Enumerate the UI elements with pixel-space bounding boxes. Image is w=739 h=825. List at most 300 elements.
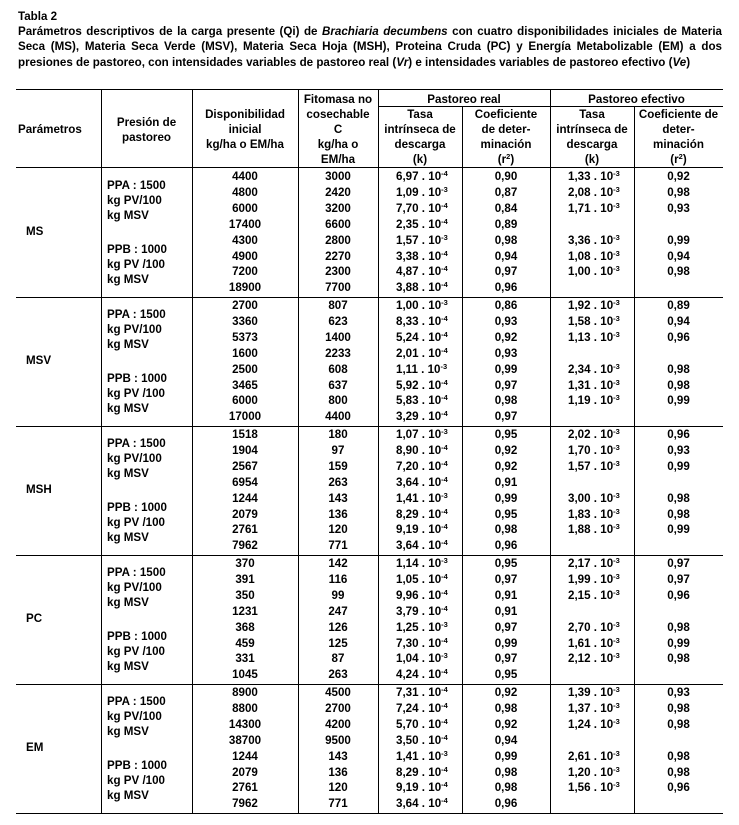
cell-k-real: 9,19 . $10^{-4}$ bbox=[396, 522, 448, 537]
cell-r2-real: 0,92 bbox=[494, 459, 518, 473]
cell-k-efectivo: 1,39 . $10^{-3}$ bbox=[568, 685, 620, 699]
cell-r2-efectivo: 0,98 bbox=[667, 507, 690, 521]
cell-k-real-exponent: -4 bbox=[441, 377, 448, 387]
cell-disponibilidad: 7200 bbox=[232, 265, 258, 279]
cell-k-efectivo-exponent: -3 bbox=[613, 556, 620, 565]
cell-r2-real: 0,92 bbox=[494, 443, 518, 457]
cell-r2-efectivo: 0,96 bbox=[667, 588, 690, 602]
cell-fitomasa: 87 bbox=[331, 652, 345, 666]
cell-disponibilidad: 4800 bbox=[232, 185, 258, 199]
header-disponibilidad-line: Disponibilidad bbox=[205, 108, 285, 121]
pressure-label-line: PPB : 1000 bbox=[107, 759, 167, 772]
cell-k-efectivo: 2,15 . $10^{-3}$ bbox=[568, 587, 620, 602]
header-tasa-efectivo-line: descarga bbox=[566, 138, 618, 151]
cell-k-real-exponent: -4 bbox=[441, 506, 448, 516]
cell-k-efectivo-exponent: -3 bbox=[613, 184, 620, 194]
cell-r2-efectivo: 0,93 bbox=[667, 201, 690, 215]
cell-r2-real: 0,86 bbox=[494, 299, 518, 312]
header-fitomasa-line: cosechable bbox=[306, 108, 370, 121]
cell-k-efectivo-mantissa: 2,08 bbox=[568, 185, 591, 199]
cell-k-efectivo-mantissa: 1,58 bbox=[568, 314, 591, 328]
cell-k-real-mantissa: 7,31 bbox=[396, 686, 419, 699]
cell-k-efectivo: 1,24 . $10^{-3}$ bbox=[568, 716, 620, 731]
cell-fitomasa: 771 bbox=[328, 539, 348, 553]
cell-fitomasa: 1400 bbox=[325, 330, 351, 344]
header-tasa-real-line: (k) bbox=[412, 153, 428, 166]
cell-r2-efectivo: 0,98 bbox=[667, 652, 690, 666]
cell-r2-efectivo: 0,98 bbox=[667, 717, 690, 731]
cell-k-real: 1,09 . $10^{-3}$ bbox=[396, 184, 448, 199]
cell-fitomasa: 771 bbox=[328, 797, 348, 811]
cell-k-efectivo-mantissa: 2,12 bbox=[568, 652, 591, 666]
cell-k-efectivo-exponent: -3 bbox=[613, 458, 620, 468]
cell-k-real-mantissa: 7,30 bbox=[396, 636, 419, 650]
cell-k-efectivo-mantissa: 1,56 bbox=[568, 781, 591, 795]
cell-k-real-exponent: -3 bbox=[441, 232, 448, 242]
cell-k-real-exponent: -4 bbox=[441, 458, 448, 468]
cell-k-real-mantissa: 1,00 bbox=[396, 299, 419, 312]
cell-r2-real: 0,91 bbox=[494, 588, 518, 602]
header-parametros: Parámetros bbox=[18, 123, 82, 136]
cell-k-real: 1,57 . $10^{-3}$ bbox=[396, 232, 448, 247]
cell-k-efectivo-mantissa: 2,15 bbox=[568, 588, 591, 602]
cell-fitomasa: 143 bbox=[328, 491, 348, 505]
header-pastoreo-efectivo: Pastoreo efectivo bbox=[588, 93, 685, 106]
cell-k-efectivo: 1,33 . $10^{-3}$ bbox=[568, 169, 620, 183]
cell-k-real: 4,87 . $10^{-4}$ bbox=[396, 264, 448, 279]
cell-disponibilidad: 17400 bbox=[228, 217, 262, 231]
pressure-label-line: PPA : 1500 bbox=[107, 566, 166, 579]
cell-k-efectivo-mantissa: 1,13 bbox=[568, 330, 591, 344]
cell-k-real-mantissa: 1,41 bbox=[396, 749, 419, 763]
cell-disponibilidad: 4400 bbox=[232, 170, 258, 183]
caption-part: Parámetros descriptivos de la carga presente (Qi) de bbox=[18, 25, 322, 39]
caption-part: ) bbox=[686, 55, 691, 69]
cell-disponibilidad: 3360 bbox=[232, 314, 258, 328]
cell-k-real-exponent: -4 bbox=[441, 764, 448, 774]
cell-r2-real: 0,99 bbox=[494, 491, 518, 505]
cell-k-efectivo: 1,31 . $10^{-3}$ bbox=[568, 377, 620, 392]
pressure-label-line: PPB : 1000 bbox=[107, 243, 167, 256]
cell-disponibilidad: 2761 bbox=[232, 523, 258, 537]
cell-k-real-mantissa: 9,19 bbox=[396, 781, 419, 795]
cell-r2-real: 0,92 bbox=[494, 330, 518, 344]
cell-disponibilidad: 6000 bbox=[232, 394, 258, 408]
cell-disponibilidad: 3465 bbox=[232, 378, 258, 392]
cell-k-real-exponent: -4 bbox=[441, 393, 448, 403]
cell-r2-real: 0,94 bbox=[494, 249, 518, 263]
header-fitomasa-line: kg/ha o bbox=[317, 138, 359, 151]
cell-disponibilidad: 8800 bbox=[232, 701, 258, 715]
cell-k-real: 8,29 . $10^{-4}$ bbox=[396, 506, 448, 521]
cell-k-real: 2,35 . $10^{-4}$ bbox=[396, 216, 448, 231]
cell-disponibilidad: 1904 bbox=[232, 443, 258, 457]
header-coef-efectivo bbox=[634, 107, 723, 167]
cell-r2-real: 0,97 bbox=[494, 410, 518, 424]
cell-k-efectivo: 1,13 . $10^{-3}$ bbox=[568, 329, 620, 344]
pressure-label-line: kg MSV bbox=[107, 660, 149, 673]
cell-fitomasa: 637 bbox=[328, 378, 348, 392]
cell-disponibilidad: 350 bbox=[235, 588, 255, 602]
pressure-label bbox=[107, 371, 191, 416]
cell-k-efectivo: 1,70 . $10^{-3}$ bbox=[568, 442, 620, 457]
header-presion-line: pastoreo bbox=[122, 131, 171, 144]
cell-r2-real: 0,91 bbox=[494, 475, 518, 489]
cell-k-real-mantissa: 7,70 bbox=[396, 201, 419, 215]
cell-r2-real: 0,93 bbox=[494, 314, 518, 328]
cell-k-real-exponent: -4 bbox=[441, 329, 448, 339]
pressure-label-line: PPB : 1000 bbox=[107, 501, 167, 514]
cell-k-efectivo: 1,92 . $10^{-3}$ bbox=[568, 298, 620, 312]
cell-k-real-mantissa: 9,96 bbox=[396, 588, 419, 602]
cell-k-real-mantissa: 5,70 bbox=[396, 717, 419, 731]
cell-k-real-exponent: -4 bbox=[441, 409, 448, 419]
cell-fitomasa: 3200 bbox=[325, 201, 351, 215]
header-tasa-efectivo-line: intrínseca de bbox=[556, 123, 628, 136]
cell-k-real: 8,33 . $10^{-4}$ bbox=[396, 313, 448, 328]
cell-k-real-exponent: -3 bbox=[441, 184, 448, 194]
cell-disponibilidad: 1600 bbox=[232, 346, 258, 360]
cell-fitomasa: 807 bbox=[328, 299, 348, 312]
cell-disponibilidad: 17000 bbox=[228, 410, 262, 424]
cell-k-real-exponent: -4 bbox=[441, 635, 448, 645]
pressure-label-line: kg PV/100 bbox=[107, 323, 162, 336]
cell-k-real-mantissa: 3,79 bbox=[396, 604, 419, 618]
cell-disponibilidad: 1231 bbox=[232, 604, 258, 618]
cell-k-real: 8,29 . $10^{-4}$ bbox=[396, 764, 448, 779]
header-tasa-real-line: Tasa bbox=[407, 108, 433, 121]
pressure-label-line: kg MSV bbox=[107, 273, 149, 286]
cell-disponibilidad: 459 bbox=[235, 636, 255, 650]
group-param: PC bbox=[26, 612, 43, 625]
cell-k-efectivo-mantissa: 1,92 bbox=[568, 299, 591, 312]
pressure-label-line: kg PV/100 bbox=[107, 581, 162, 594]
header-coef-efectivo-line: $(r^2)$ bbox=[670, 152, 687, 166]
cell-k-real: 1,05 . $10^{-4}$ bbox=[396, 571, 448, 586]
cell-fitomasa: 2800 bbox=[325, 233, 351, 247]
cell-k-efectivo: 1,56 . $10^{-3}$ bbox=[568, 780, 620, 795]
cell-r2-efectivo: 0,97 bbox=[667, 557, 690, 570]
cell-r2-real: 0,98 bbox=[494, 394, 518, 408]
cell-k-efectivo-exponent: -3 bbox=[613, 685, 620, 694]
cell-k-real-exponent: -4 bbox=[441, 169, 448, 178]
cell-k-efectivo-exponent: -3 bbox=[613, 506, 620, 516]
cell-fitomasa: 2700 bbox=[325, 701, 351, 715]
cell-disponibilidad: 2761 bbox=[232, 781, 258, 795]
cell-k-efectivo: 1,61 . $10^{-3}$ bbox=[568, 635, 620, 650]
header-tasa-efectivo-line: Tasa bbox=[579, 108, 605, 121]
cell-k-real: 3,29 . $10^{-4}$ bbox=[396, 409, 448, 424]
cell-k-real: 1,04 . $10^{-3}$ bbox=[396, 651, 448, 666]
header-coef-real-line: minación bbox=[480, 138, 532, 151]
group-param: MSH bbox=[26, 483, 52, 496]
header-tasa-real bbox=[378, 107, 462, 167]
cell-k-real: 4,24 . $10^{-4}$ bbox=[396, 667, 448, 682]
cell-r2-efectivo: 0,98 bbox=[667, 701, 690, 715]
header-fitomasa-line: EM/ha bbox=[320, 153, 356, 166]
cell-k-real-mantissa: 1,25 bbox=[396, 620, 419, 634]
cell-disponibilidad: 370 bbox=[235, 557, 255, 570]
cell-disponibilidad: 1045 bbox=[232, 668, 258, 682]
cell-disponibilidad: 2079 bbox=[232, 765, 258, 779]
cell-k-efectivo-exponent: -3 bbox=[613, 377, 620, 387]
cell-disponibilidad: 4300 bbox=[232, 233, 258, 247]
cell-k-real: 8,90 . $10^{-4}$ bbox=[396, 442, 448, 457]
cell-k-real: 1,11 . $10^{-3}$ bbox=[396, 361, 448, 376]
cell-k-real-exponent: -4 bbox=[441, 780, 448, 790]
cell-r2-real: 0,89 bbox=[494, 217, 518, 231]
cell-k-real: 1,41 . $10^{-3}$ bbox=[396, 748, 448, 763]
cell-r2-real: 0,96 bbox=[494, 539, 518, 553]
cell-k-efectivo-mantissa: 1,31 bbox=[568, 378, 591, 392]
header-fitomasa-line: C bbox=[333, 123, 343, 136]
cell-r2-real: 0,94 bbox=[494, 733, 518, 747]
cell-r2-real: 0,97 bbox=[494, 572, 518, 586]
cell-k-real-mantissa: 5,92 bbox=[396, 378, 419, 392]
cell-k-real: 5,24 . $10^{-4}$ bbox=[396, 329, 448, 344]
cell-k-efectivo: 1,58 . $10^{-3}$ bbox=[568, 313, 620, 328]
cell-k-efectivo-mantissa: 1,33 bbox=[568, 170, 591, 183]
cell-k-real-mantissa: 1,09 bbox=[396, 185, 419, 199]
cell-k-real-mantissa: 7,20 bbox=[396, 459, 419, 473]
pressure-label-line: PPA : 1500 bbox=[107, 308, 166, 321]
cell-fitomasa: 116 bbox=[328, 572, 348, 586]
cell-fitomasa: 136 bbox=[328, 765, 348, 779]
cell-k-real-exponent: -4 bbox=[441, 796, 448, 806]
cell-k-real-exponent: -4 bbox=[441, 280, 448, 290]
cell-k-efectivo: 1,88 . $10^{-3}$ bbox=[568, 522, 620, 537]
header-coef-real-line: Coeficiente bbox=[474, 108, 538, 121]
cell-k-real-mantissa: 3,50 bbox=[396, 733, 419, 747]
cell-r2-real: 0,93 bbox=[494, 346, 518, 360]
cell-fitomasa: 263 bbox=[328, 668, 348, 682]
cell-k-real-exponent: -4 bbox=[441, 685, 448, 694]
header-pastoreo-real: Pastoreo real bbox=[427, 93, 501, 106]
header-tasa-real-line: descarga bbox=[394, 138, 446, 151]
cell-k-real-exponent: -4 bbox=[441, 603, 448, 613]
cell-k-real: 5,92 . $10^{-4}$ bbox=[396, 377, 448, 392]
cell-k-real: 2,01 . $10^{-4}$ bbox=[396, 345, 448, 360]
cell-disponibilidad: 6000 bbox=[232, 201, 258, 215]
cell-fitomasa: 623 bbox=[328, 314, 348, 328]
cell-fitomasa: 159 bbox=[328, 459, 348, 473]
cell-k-real-exponent: -3 bbox=[441, 490, 448, 500]
cell-r2-efectivo: 0,98 bbox=[667, 185, 690, 199]
cell-fitomasa: 143 bbox=[328, 749, 348, 763]
cell-fitomasa: 2300 bbox=[325, 265, 351, 279]
cell-r2-real: 0,99 bbox=[494, 636, 518, 650]
cell-r2-real: 0,95 bbox=[494, 507, 518, 521]
cell-k-real-exponent: -4 bbox=[441, 716, 448, 726]
cell-k-real: 1,00 . $10^{-3}$ bbox=[396, 298, 448, 312]
cell-fitomasa: 120 bbox=[328, 523, 348, 537]
cell-fitomasa: 97 bbox=[331, 443, 345, 457]
cell-k-real-exponent: -3 bbox=[440, 361, 448, 371]
cell-k-efectivo-mantissa: 3,36 bbox=[568, 233, 591, 247]
cell-r2-efectivo: 0,92 bbox=[667, 170, 690, 183]
pressure-label-line: kg PV/100 bbox=[107, 452, 162, 465]
cell-k-real-exponent: -4 bbox=[441, 264, 448, 274]
cell-k-real-exponent: -3 bbox=[441, 748, 448, 758]
cell-k-real: 3,38 . $10^{-4}$ bbox=[396, 248, 448, 263]
cell-k-efectivo-mantissa: 1,19 bbox=[568, 394, 591, 408]
cell-r2-real: 0,95 bbox=[494, 428, 518, 441]
pressure-label-line: PPB : 1000 bbox=[107, 630, 167, 643]
cell-k-efectivo: 1,71 . $10^{-3}$ bbox=[568, 200, 620, 215]
table-caption bbox=[18, 9, 722, 70]
pressure-label bbox=[107, 307, 191, 352]
cell-k-real-mantissa: 8,29 bbox=[396, 507, 419, 521]
cell-fitomasa: 7700 bbox=[325, 281, 351, 295]
cell-r2-real: 0,98 bbox=[494, 701, 518, 715]
cell-k-real-exponent: -4 bbox=[441, 345, 448, 355]
rule bbox=[101, 90, 102, 813]
cell-k-efectivo-mantissa: 1,00 bbox=[568, 265, 591, 279]
header-coef-efectivo-line: deter- bbox=[662, 123, 695, 136]
cell-fitomasa: 4200 bbox=[325, 717, 351, 731]
cell-k-real-mantissa: 1,14 bbox=[396, 557, 419, 570]
cell-k-real: 1,41 . $10^{-3}$ bbox=[396, 490, 448, 505]
pressure-label bbox=[107, 500, 191, 545]
cell-k-efectivo-exponent: -3 bbox=[613, 748, 620, 758]
cell-r2-real: 0,98 bbox=[494, 781, 518, 795]
cell-fitomasa: 608 bbox=[328, 362, 348, 376]
cell-fitomasa: 800 bbox=[328, 394, 348, 408]
cell-k-efectivo-mantissa: 2,02 bbox=[568, 428, 591, 441]
cell-k-efectivo-exponent: -3 bbox=[613, 442, 620, 452]
cell-fitomasa: 2420 bbox=[325, 185, 351, 199]
cell-k-efectivo: 1,83 . $10^{-3}$ bbox=[568, 506, 620, 521]
cell-r2-real: 0,99 bbox=[494, 362, 518, 376]
cell-k-real: 1,14 . $10^{-3}$ bbox=[396, 556, 448, 570]
cell-disponibilidad: 2079 bbox=[232, 507, 258, 521]
cell-k-efectivo: 1,37 . $10^{-3}$ bbox=[568, 700, 620, 715]
cell-k-real-exponent: -4 bbox=[441, 587, 448, 597]
cell-k-real-mantissa: 8,90 bbox=[396, 443, 419, 457]
cell-k-real-mantissa: 1,05 bbox=[396, 572, 419, 586]
cell-k-efectivo-exponent: -3 bbox=[613, 780, 620, 790]
cell-k-real: 6,97 . $10^{-4}$ bbox=[396, 169, 448, 183]
cell-r2-efectivo: 0,96 bbox=[667, 781, 690, 795]
cell-k-real: 1,07 . $10^{-3}$ bbox=[396, 427, 448, 441]
cell-fitomasa: 142 bbox=[328, 557, 348, 570]
cell-k-real: 3,64 . $10^{-4}$ bbox=[396, 538, 448, 553]
cell-k-efectivo: 2,17 . $10^{-3}$ bbox=[568, 556, 620, 570]
cell-r2-efectivo: 0,89 bbox=[667, 299, 690, 312]
cell-k-real-mantissa: 1,07 bbox=[396, 428, 419, 441]
cell-disponibilidad: 14300 bbox=[228, 717, 262, 731]
cell-k-efectivo: 2,34 . $10^{-3}$ bbox=[568, 361, 620, 376]
cell-k-real: 3,79 . $10^{-4}$ bbox=[396, 603, 448, 618]
cell-k-real: 9,19 . $10^{-4}$ bbox=[396, 780, 448, 795]
cell-r2-real: 0,87 bbox=[494, 185, 518, 199]
cell-k-efectivo: 3,00 . $10^{-3}$ bbox=[568, 490, 620, 505]
pressure-label-line: kg PV /100 bbox=[107, 645, 166, 658]
cell-disponibilidad: 2500 bbox=[232, 362, 258, 376]
cell-k-efectivo-exponent: -3 bbox=[613, 329, 620, 339]
cell-k-efectivo-exponent: -3 bbox=[613, 169, 620, 178]
cell-disponibilidad: 1244 bbox=[232, 491, 258, 505]
cell-r2-efectivo: 0,99 bbox=[667, 523, 690, 537]
cell-k-efectivo-mantissa: 2,17 bbox=[568, 557, 591, 570]
cell-k-efectivo-exponent: -3 bbox=[613, 651, 620, 661]
cell-r2-efectivo: 0,99 bbox=[667, 233, 690, 247]
cell-k-efectivo: 2,12 . $10^{-3}$ bbox=[568, 651, 620, 666]
pressure-label-line: PPA : 1500 bbox=[107, 179, 166, 192]
cell-k-efectivo: 2,61 . $10^{-3}$ bbox=[568, 748, 620, 763]
cell-k-real-exponent: -4 bbox=[441, 571, 448, 581]
cell-k-efectivo-exponent: -3 bbox=[613, 522, 620, 532]
cell-k-real-mantissa: 9,19 bbox=[396, 523, 419, 537]
cell-r2-efectivo: 0,93 bbox=[667, 686, 690, 699]
cell-k-real-exponent: -3 bbox=[441, 556, 448, 565]
cell-k-efectivo-mantissa: 2,70 bbox=[568, 620, 591, 634]
cell-k-efectivo-mantissa: 1,39 bbox=[568, 686, 591, 699]
cell-k-efectivo-mantissa: 1,88 bbox=[568, 523, 591, 537]
cell-disponibilidad: 1518 bbox=[232, 428, 258, 441]
cell-k-real-mantissa: 5,83 bbox=[396, 394, 419, 408]
cell-k-real-mantissa: 1,57 bbox=[396, 233, 419, 247]
pressure-label bbox=[107, 242, 191, 287]
cell-disponibilidad: 2700 bbox=[232, 299, 258, 312]
cell-disponibilidad: 2567 bbox=[232, 459, 258, 473]
cell-k-efectivo-mantissa: 1,83 bbox=[568, 507, 591, 521]
cell-fitomasa: 263 bbox=[328, 475, 348, 489]
cell-disponibilidad: 368 bbox=[235, 620, 255, 634]
cell-k-real-exponent: -3 bbox=[441, 651, 448, 661]
pressure-label-line: kg MSV bbox=[107, 725, 149, 738]
cell-r2-real: 0,91 bbox=[494, 604, 518, 618]
cell-k-real-exponent: -4 bbox=[441, 248, 448, 258]
cell-k-real: 3,50 . $10^{-4}$ bbox=[396, 732, 448, 747]
pressure-label-line: kg MSV bbox=[107, 596, 149, 609]
cell-r2-efectivo: 0,97 bbox=[667, 572, 690, 586]
group-param: MS bbox=[26, 225, 44, 238]
cell-k-efectivo: 1,19 . $10^{-3}$ bbox=[568, 393, 620, 408]
cell-r2-real: 0,98 bbox=[494, 765, 518, 779]
pressure-label-line: kg MSV bbox=[107, 209, 149, 222]
cell-k-efectivo: 2,70 . $10^{-3}$ bbox=[568, 619, 620, 634]
pressure-label bbox=[107, 436, 191, 481]
cell-fitomasa: 9500 bbox=[325, 733, 351, 747]
pressure-label bbox=[107, 565, 191, 610]
cell-k-efectivo-exponent: -3 bbox=[613, 635, 620, 645]
cell-k-efectivo: 3,36 . $10^{-3}$ bbox=[568, 232, 620, 247]
cell-k-real-exponent: -4 bbox=[441, 216, 448, 226]
cell-disponibilidad: 6954 bbox=[232, 475, 258, 489]
cell-k-efectivo-mantissa: 1,57 bbox=[568, 459, 591, 473]
cell-k-real: 1,25 . $10^{-3}$ bbox=[396, 619, 448, 634]
header-disponibilidad-line: kg/ha o EM/ha bbox=[206, 138, 284, 151]
header-coef-real-line: de deter- bbox=[481, 123, 531, 136]
cell-k-efectivo: 1,08 . $10^{-3}$ bbox=[568, 248, 620, 263]
cell-fitomasa: 4500 bbox=[325, 686, 351, 699]
cell-k-real: 7,24 . $10^{-4}$ bbox=[396, 700, 448, 715]
cell-r2-real: 0,95 bbox=[494, 668, 518, 682]
data-table bbox=[16, 89, 723, 814]
cell-r2-efectivo: 0,94 bbox=[667, 314, 690, 328]
cell-fitomasa: 247 bbox=[328, 604, 348, 618]
cell-k-efectivo-mantissa: 1,24 bbox=[568, 717, 591, 731]
cell-k-efectivo-mantissa: 1,20 bbox=[568, 765, 591, 779]
cell-r2-efectivo: 0,98 bbox=[667, 362, 690, 376]
pressure-label-line: kg PV /100 bbox=[107, 516, 166, 529]
pressure-label-line: kg PV /100 bbox=[107, 774, 166, 787]
header-tasa-efectivo bbox=[550, 107, 634, 167]
cell-r2-real: 0,95 bbox=[494, 557, 518, 570]
cell-r2-efectivo: 0,98 bbox=[667, 620, 690, 634]
caption-part: ) e intensidades variables de pastoreo efectivo ( bbox=[408, 55, 673, 69]
